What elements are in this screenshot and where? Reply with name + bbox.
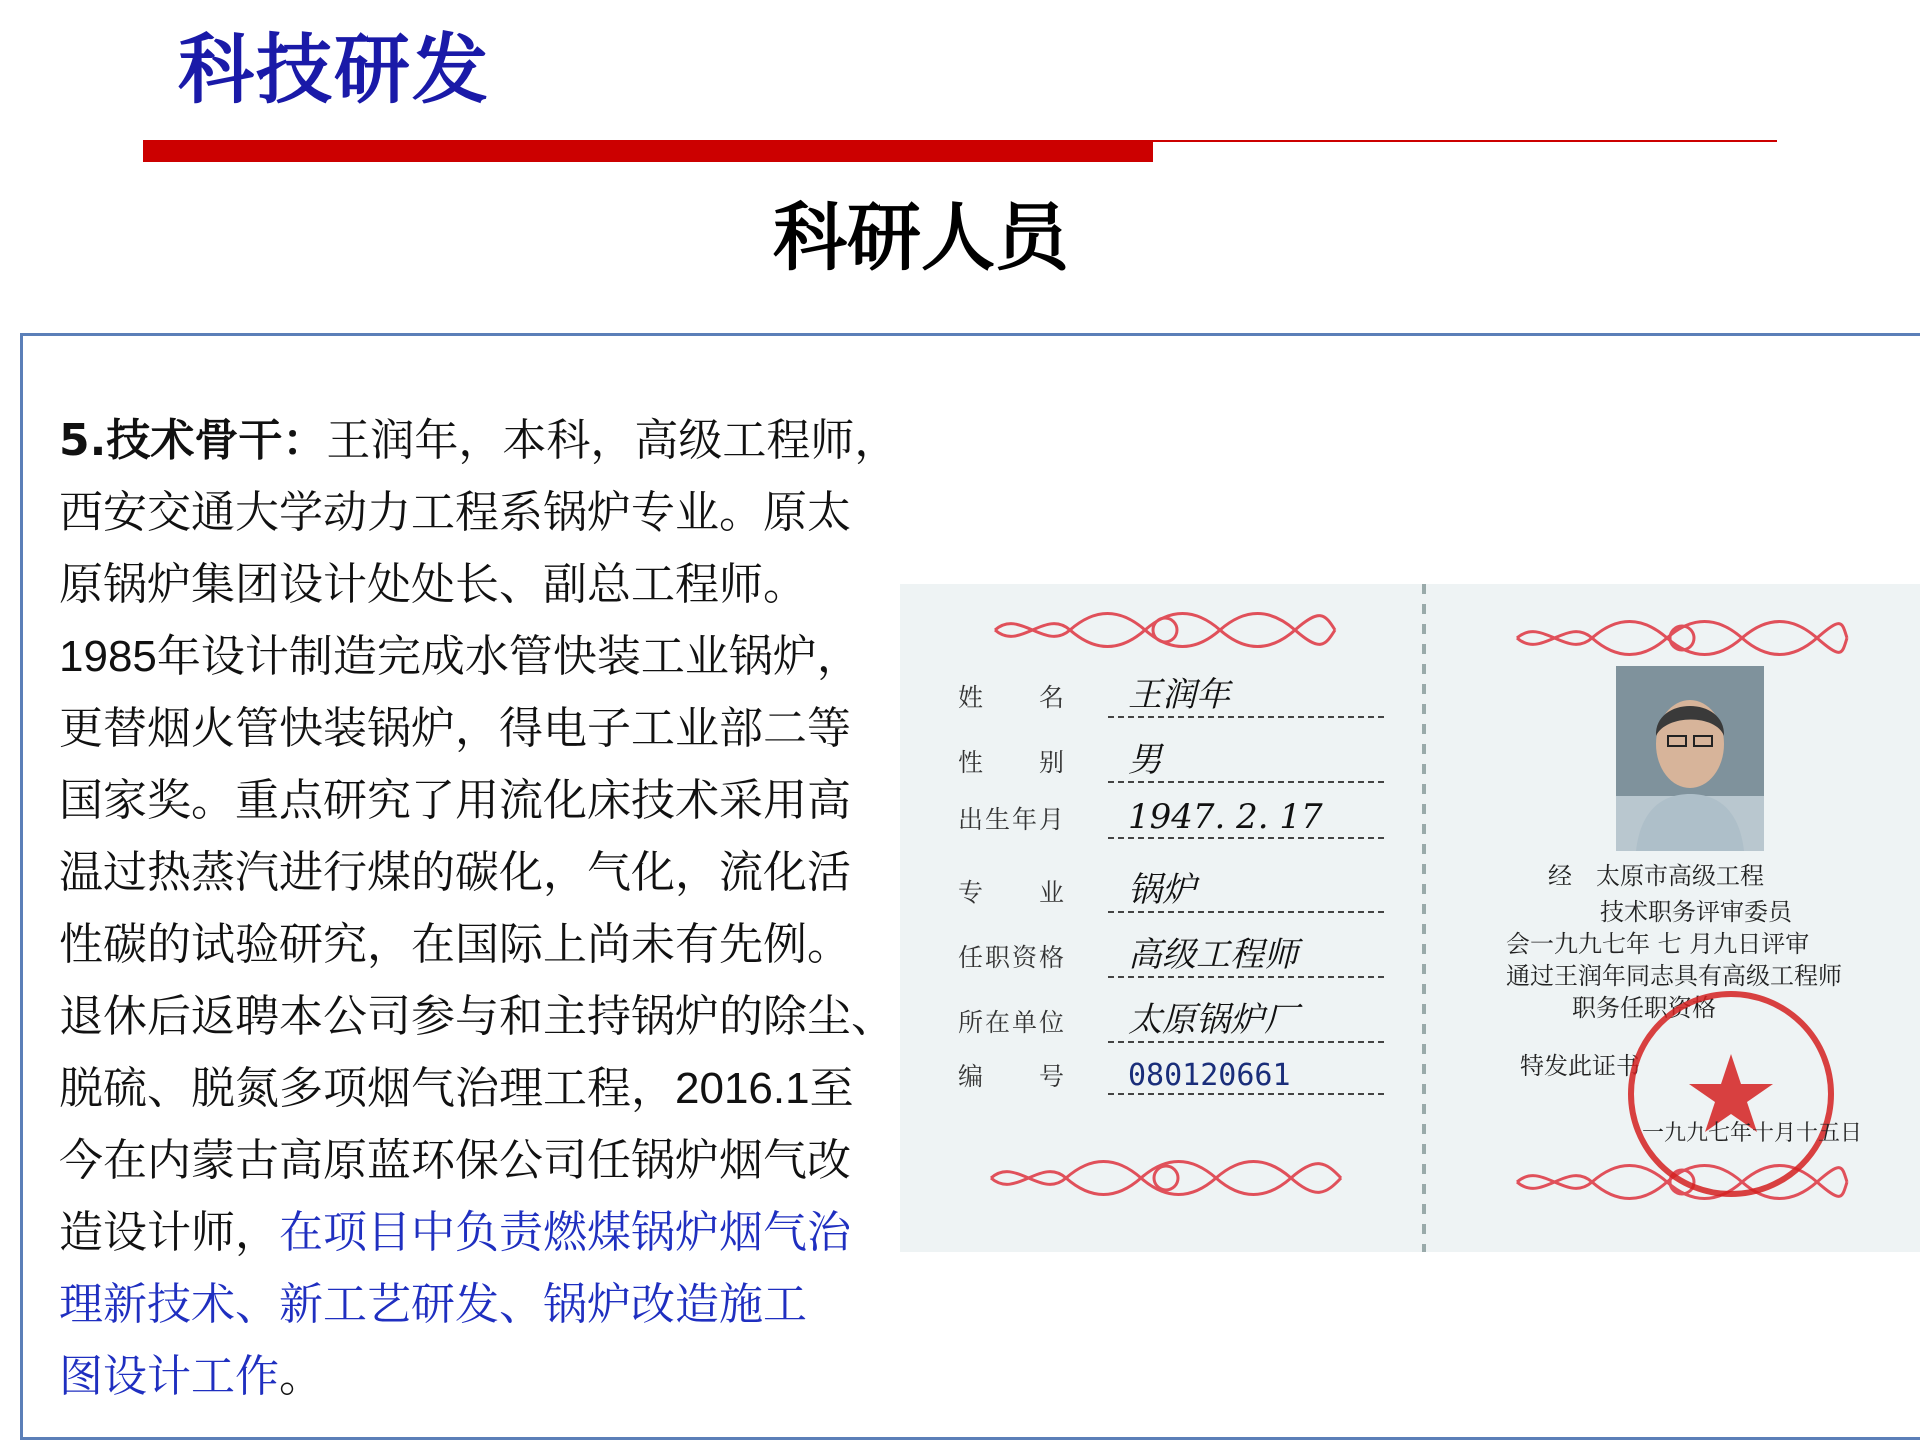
bio-highlight: 图设计工作: [59, 1351, 279, 1402]
cert-value: 1947. 2. 17: [1108, 797, 1384, 839]
bio-line: 国家奖。重点研究了用流化床技术采用高: [59, 775, 851, 826]
cert-field-unit: [958, 992, 1384, 1043]
certificate-image: [900, 584, 1920, 1252]
bio-line: [59, 1053, 939, 1125]
header-red-bar: [143, 140, 1153, 162]
section-title: 科研人员: [773, 195, 1069, 281]
cert-issue-text: 特发此证书: [1520, 1052, 1640, 1080]
cert-value: 男: [1108, 732, 1384, 783]
cert-right-line: 技术职务评审委员: [1600, 898, 1792, 926]
cert-label: 任职资格: [958, 943, 1067, 972]
header-red-line: [1153, 140, 1777, 142]
certificate-fold: [1422, 584, 1426, 1252]
cert-field-major: [958, 862, 1384, 913]
cert-label: 姓 名: [958, 683, 1067, 712]
cert-value: 080120661: [1108, 1058, 1384, 1095]
bio-line: [59, 1341, 939, 1413]
bio-text-part: 造设计师，: [59, 1207, 279, 1258]
bio-text: [59, 405, 939, 1413]
bio-text-part: 脱硫、脱氮多项烟气治理工程，: [59, 1063, 675, 1114]
header-title: 科技研发: [178, 25, 490, 114]
bio-line: 今在内蒙古高原蓝环保公司任锅炉烟气改: [59, 1135, 851, 1186]
bio-text-part: 年设计制造完成水管快装工业锅炉，: [156, 631, 861, 682]
cert-label: 专 业: [958, 878, 1067, 907]
red-seal: [1616, 984, 1846, 1204]
cert-date: 一九九七年十月十五日: [1642, 1121, 1863, 1146]
cert-field-qualification: [958, 927, 1384, 978]
cert-label: 编 号: [958, 1062, 1067, 1091]
cert-field-gender: [958, 732, 1384, 783]
cert-label: 出生年月: [958, 805, 1067, 834]
cert-right-line: 职务任职资格: [1572, 994, 1716, 1022]
bio-line: [59, 1197, 939, 1269]
cert-value: 高级工程师: [1108, 927, 1384, 978]
bio-line: [59, 405, 939, 477]
cert-value: 太原锅炉厂: [1108, 992, 1384, 1043]
ornament-top-left: [990, 606, 1340, 654]
bio-text-part: 至: [809, 1063, 854, 1114]
bio-highlight: 在项目中负责燃煤锅炉烟气治: [279, 1207, 851, 1258]
bio-number: 1985: [59, 632, 157, 681]
bio-line: 温过热蒸汽进行煤的碳化，气化，流化活: [59, 847, 851, 898]
bio-line: 更替烟火管快装锅炉，得电子工业部二等: [59, 703, 851, 754]
cert-right-line: 通过王润年同志具有高级工程师: [1506, 962, 1842, 990]
bio-text-part: 王润年，本科，高级工程师，: [326, 415, 899, 466]
cert-field-number: [958, 1057, 1384, 1095]
portrait-photo: [1616, 666, 1764, 851]
bio-line: [59, 1269, 939, 1341]
bio-line: 西安交通大学动力工程系锅炉专业。原太: [59, 487, 851, 538]
cert-label: 性 别: [958, 748, 1067, 777]
cert-value: 锅炉: [1108, 862, 1384, 913]
ornament-bottom-left: [986, 1154, 1346, 1202]
bio-highlight: 理新技术、新工艺研发、锅炉改造施工: [59, 1279, 807, 1330]
bio-prefix: 5.技术骨干：: [59, 415, 327, 466]
cert-label: 所在单位: [958, 1008, 1067, 1037]
bio-line: 性碳的试验研究，在国际上尚未有先例。: [59, 919, 851, 970]
cert-field-birth: [958, 797, 1384, 839]
ornament-top-right: [1512, 614, 1852, 662]
bio-text-part: 。: [279, 1351, 323, 1402]
bio-line: 退休后返聘本公司参与和主持锅炉的除尘、: [59, 991, 895, 1042]
bio-number: 2016.1: [675, 1064, 810, 1113]
cert-right-line: 经 太原市高级工程: [1548, 862, 1764, 890]
bio-line: [59, 621, 939, 693]
cert-value: 王润年: [1108, 667, 1384, 718]
cert-right-line: 会一九九七年 七 月九日评审: [1506, 930, 1810, 958]
bio-line: 原锅炉集团设计处处长、副总工程师。: [59, 559, 807, 610]
cert-field-name: [958, 667, 1384, 718]
